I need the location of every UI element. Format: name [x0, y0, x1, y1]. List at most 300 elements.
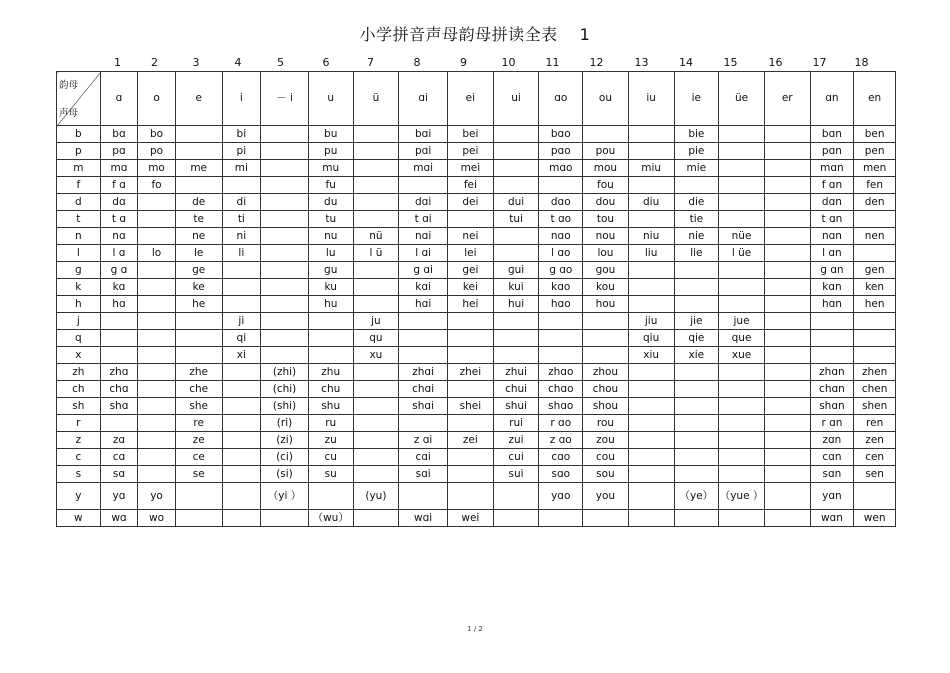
final-header-cell: ɑn	[810, 72, 854, 126]
table-row	[57, 296, 896, 313]
syllable-cell: dui	[493, 194, 539, 211]
syllable-cell: ɡ ɑi	[399, 262, 448, 279]
syllable-cell: zhui	[493, 364, 539, 381]
syllable-cell: sɑo	[539, 466, 583, 483]
syllable-cell	[261, 177, 309, 194]
syllable-cell	[175, 510, 222, 527]
syllable-cell	[628, 483, 674, 510]
syllable-cell	[493, 483, 539, 510]
syllable-cell: que	[719, 330, 765, 347]
syllable-cell: shɑo	[539, 398, 583, 415]
syllable-cell	[353, 432, 399, 449]
syllable-cell	[583, 313, 629, 330]
syllable-cell	[138, 398, 176, 415]
syllable-cell	[175, 143, 222, 160]
corner-finals-label: 韵母	[59, 80, 79, 91]
syllable-cell	[222, 398, 261, 415]
syllable-cell: ne	[175, 228, 222, 245]
syllable-cell	[493, 245, 539, 262]
syllable-cell: xue	[719, 347, 765, 364]
syllable-cell	[493, 313, 539, 330]
syllable-cell: qiu	[628, 330, 674, 347]
column-number: 8	[413, 56, 421, 69]
syllable-cell: chou	[583, 381, 629, 398]
syllable-cell: sɑi	[399, 466, 448, 483]
syllable-cell: zhen	[854, 364, 896, 381]
final-header-cell: i	[222, 72, 261, 126]
syllable-cell: du	[308, 194, 353, 211]
syllable-cell: kɑn	[810, 279, 854, 296]
syllable-cell	[719, 160, 765, 177]
final-header-cell: ɑ	[100, 72, 138, 126]
syllable-cell: r ɑn	[810, 415, 854, 432]
syllable-cell: dɑo	[539, 194, 583, 211]
syllable-cell: ɡen	[854, 262, 896, 279]
syllable-cell: shɑi	[399, 398, 448, 415]
syllable-cell: re	[175, 415, 222, 432]
final-header-cell: iu	[628, 72, 674, 126]
syllable-cell	[583, 126, 629, 143]
syllable-cell: nu	[308, 228, 353, 245]
column-number: 15	[723, 56, 738, 69]
syllable-cell	[764, 381, 810, 398]
syllable-cell: xi	[222, 347, 261, 364]
syllable-cell	[261, 126, 309, 143]
syllable-cell	[222, 296, 261, 313]
syllable-cell	[493, 330, 539, 347]
syllable-cell: ru	[308, 415, 353, 432]
syllable-cell	[628, 510, 674, 527]
initial-cell: t	[57, 211, 101, 228]
title-number: 1	[579, 25, 591, 44]
syllable-cell: po	[138, 143, 176, 160]
syllable-cell: zen	[854, 432, 896, 449]
syllable-cell	[719, 449, 765, 466]
syllable-cell	[222, 483, 261, 510]
syllable-cell: wo	[138, 510, 176, 527]
syllable-cell	[175, 126, 222, 143]
syllable-cell: cen	[854, 449, 896, 466]
column-number: 16	[768, 56, 783, 69]
syllable-cell	[138, 330, 176, 347]
syllable-cell: cou	[583, 449, 629, 466]
table-row	[57, 143, 896, 160]
syllable-cell: yɑn	[810, 483, 854, 510]
syllable-cell	[308, 483, 353, 510]
syllable-cell	[583, 510, 629, 527]
syllable-cell	[764, 483, 810, 510]
syllable-cell: fou	[583, 177, 629, 194]
final-header-cell: ɑi	[399, 72, 448, 126]
syllable-cell: ren	[854, 415, 896, 432]
syllable-cell: （yue ）	[719, 483, 765, 510]
syllable-cell	[493, 228, 539, 245]
syllable-cell: zhɑn	[810, 364, 854, 381]
final-header-cell: üe	[719, 72, 765, 126]
syllable-cell: kɑo	[539, 279, 583, 296]
syllable-cell: zɑn	[810, 432, 854, 449]
initial-cell: f	[57, 177, 101, 194]
syllable-cell: wɑ	[100, 510, 138, 527]
syllable-cell	[539, 313, 583, 330]
syllable-cell: shui	[493, 398, 539, 415]
initial-cell: w	[57, 510, 101, 527]
syllable-cell	[854, 483, 896, 510]
syllable-cell: bɑi	[399, 126, 448, 143]
syllable-cell: ce	[175, 449, 222, 466]
syllable-cell	[854, 330, 896, 347]
syllable-cell	[261, 330, 309, 347]
syllable-cell	[719, 364, 765, 381]
table-row	[57, 364, 896, 381]
syllable-cell: bɑo	[539, 126, 583, 143]
syllable-cell	[628, 449, 674, 466]
syllable-cell: mɑo	[539, 160, 583, 177]
initial-cell: l	[57, 245, 101, 262]
syllable-cell	[539, 510, 583, 527]
syllable-cell: ɡei	[448, 262, 494, 279]
syllable-cell	[448, 483, 494, 510]
syllable-cell: (yu)	[353, 483, 399, 510]
syllable-cell: pu	[308, 143, 353, 160]
syllable-cell	[764, 466, 810, 483]
syllable-cell: kɑ	[100, 279, 138, 296]
syllable-cell: nen	[854, 228, 896, 245]
syllable-cell	[448, 415, 494, 432]
syllable-cell	[810, 330, 854, 347]
syllable-cell	[764, 449, 810, 466]
syllable-cell: bɑ	[100, 126, 138, 143]
syllable-cell	[719, 279, 765, 296]
syllable-cell: yɑo	[539, 483, 583, 510]
syllable-cell: hou	[583, 296, 629, 313]
final-header-cell: － i	[261, 72, 309, 126]
syllable-cell: mo	[138, 160, 176, 177]
syllable-cell	[628, 381, 674, 398]
syllable-cell: tie	[674, 211, 719, 228]
syllable-cell: hu	[308, 296, 353, 313]
syllable-cell: mu	[308, 160, 353, 177]
syllable-cell: cɑn	[810, 449, 854, 466]
syllable-cell	[100, 415, 138, 432]
syllable-cell	[353, 211, 399, 228]
syllable-cell: shen	[854, 398, 896, 415]
syllable-cell: bo	[138, 126, 176, 143]
syllable-cell: (zi)	[261, 432, 309, 449]
syllable-cell: l üe	[719, 245, 765, 262]
syllable-cell	[764, 432, 810, 449]
syllable-cell	[583, 347, 629, 364]
initial-cell: sh	[57, 398, 101, 415]
table-row	[57, 228, 896, 245]
syllable-cell: hen	[854, 296, 896, 313]
syllable-cell: die	[674, 194, 719, 211]
syllable-cell	[353, 279, 399, 296]
initial-cell: z	[57, 432, 101, 449]
table-row	[57, 466, 896, 483]
syllable-cell	[100, 313, 138, 330]
syllable-cell	[719, 466, 765, 483]
syllable-cell: nɑi	[399, 228, 448, 245]
syllable-cell: cɑo	[539, 449, 583, 466]
syllable-cell: l ɑn	[810, 245, 854, 262]
syllable-cell	[719, 177, 765, 194]
final-header-cell: en	[854, 72, 896, 126]
syllable-cell: hɑn	[810, 296, 854, 313]
initial-cell: zh	[57, 364, 101, 381]
syllable-cell	[261, 194, 309, 211]
syllable-cell: t ɑ	[100, 211, 138, 228]
syllable-cell: ju	[353, 313, 399, 330]
syllable-cell: shɑn	[810, 398, 854, 415]
syllable-cell: l ɑo	[539, 245, 583, 262]
syllable-cell	[628, 262, 674, 279]
syllable-cell: ke	[175, 279, 222, 296]
syllable-cell	[175, 177, 222, 194]
syllable-cell: ze	[175, 432, 222, 449]
syllable-cell	[100, 347, 138, 364]
initial-cell: d	[57, 194, 101, 211]
syllable-cell: fei	[448, 177, 494, 194]
column-numbers	[56, 56, 896, 70]
syllable-cell: kui	[493, 279, 539, 296]
syllable-cell: liu	[628, 245, 674, 262]
syllable-cell	[353, 126, 399, 143]
syllable-cell	[261, 211, 309, 228]
syllable-cell	[764, 510, 810, 527]
syllable-cell: you	[583, 483, 629, 510]
syllable-cell	[138, 432, 176, 449]
syllable-cell: shu	[308, 398, 353, 415]
syllable-cell: ɡou	[583, 262, 629, 279]
syllable-cell: ji	[222, 313, 261, 330]
syllable-cell	[353, 160, 399, 177]
syllable-cell	[674, 364, 719, 381]
corner-initials-label: 声母	[59, 108, 79, 119]
syllable-cell	[674, 449, 719, 466]
syllable-cell: hui	[493, 296, 539, 313]
syllable-cell	[764, 398, 810, 415]
syllable-cell: hɑ	[100, 296, 138, 313]
syllable-cell: lo	[138, 245, 176, 262]
syllable-cell: ken	[854, 279, 896, 296]
syllable-cell: mɑ	[100, 160, 138, 177]
syllable-cell	[448, 347, 494, 364]
syllable-cell	[583, 330, 629, 347]
syllable-cell: bɑn	[810, 126, 854, 143]
syllable-cell	[353, 415, 399, 432]
syllable-cell	[138, 296, 176, 313]
syllable-cell	[353, 143, 399, 160]
syllable-cell: zei	[448, 432, 494, 449]
syllable-cell	[628, 143, 674, 160]
syllable-cell: chu	[308, 381, 353, 398]
syllable-cell: dei	[448, 194, 494, 211]
syllable-cell	[628, 466, 674, 483]
syllable-cell: kei	[448, 279, 494, 296]
syllable-cell: f ɑ	[100, 177, 138, 194]
syllable-cell	[719, 398, 765, 415]
syllable-cell: mou	[583, 160, 629, 177]
syllable-cell	[138, 228, 176, 245]
syllable-cell	[764, 228, 810, 245]
syllable-cell	[764, 194, 810, 211]
syllable-cell: ɡui	[493, 262, 539, 279]
syllable-cell: he	[175, 296, 222, 313]
syllable-cell	[719, 262, 765, 279]
syllable-cell: (si)	[261, 466, 309, 483]
syllable-cell	[353, 510, 399, 527]
syllable-cell: mi	[222, 160, 261, 177]
syllable-cell	[222, 381, 261, 398]
initial-cell: b	[57, 126, 101, 143]
syllable-cell	[222, 449, 261, 466]
syllable-cell	[764, 279, 810, 296]
syllable-cell: bie	[674, 126, 719, 143]
table-row	[57, 330, 896, 347]
syllable-cell: (zhi)	[261, 364, 309, 381]
syllable-cell	[353, 296, 399, 313]
syllable-cell: pou	[583, 143, 629, 160]
syllable-cell: shei	[448, 398, 494, 415]
column-number: 6	[322, 56, 330, 69]
table-row	[57, 398, 896, 415]
syllable-cell	[539, 330, 583, 347]
syllable-cell: sɑn	[810, 466, 854, 483]
table-row	[57, 126, 896, 143]
syllable-cell: nei	[448, 228, 494, 245]
syllable-cell: dɑi	[399, 194, 448, 211]
syllable-cell: men	[854, 160, 896, 177]
syllable-cell: rou	[583, 415, 629, 432]
syllable-cell: qie	[674, 330, 719, 347]
syllable-cell	[719, 211, 765, 228]
syllable-cell	[261, 279, 309, 296]
syllable-cell: nü	[353, 228, 399, 245]
syllable-cell: xu	[353, 347, 399, 364]
syllable-cell	[539, 347, 583, 364]
syllable-cell: cu	[308, 449, 353, 466]
table-row	[57, 432, 896, 449]
syllable-cell	[674, 381, 719, 398]
final-header-cell: er	[764, 72, 810, 126]
syllable-cell	[399, 330, 448, 347]
syllable-cell: zu	[308, 432, 353, 449]
syllable-cell	[674, 296, 719, 313]
syllable-cell	[175, 347, 222, 364]
syllable-cell	[719, 381, 765, 398]
syllable-cell: l ü	[353, 245, 399, 262]
initial-cell: p	[57, 143, 101, 160]
syllable-cell: she	[175, 398, 222, 415]
syllable-cell	[854, 313, 896, 330]
syllable-cell: shɑ	[100, 398, 138, 415]
syllable-cell	[261, 296, 309, 313]
syllable-cell	[353, 466, 399, 483]
syllable-cell: ɡe	[175, 262, 222, 279]
syllable-cell: ɡ ɑ	[100, 262, 138, 279]
table-row	[57, 415, 896, 432]
column-number: 12	[589, 56, 604, 69]
header-row	[57, 72, 896, 126]
syllable-cell	[719, 143, 765, 160]
syllable-cell: di	[222, 194, 261, 211]
syllable-cell: zhɑi	[399, 364, 448, 381]
syllable-cell: zɑ	[100, 432, 138, 449]
syllable-cell: zou	[583, 432, 629, 449]
syllable-cell	[100, 330, 138, 347]
syllable-cell	[175, 483, 222, 510]
syllable-cell: zhei	[448, 364, 494, 381]
syllable-cell: nɑn	[810, 228, 854, 245]
syllable-cell	[175, 330, 222, 347]
syllable-cell	[222, 510, 261, 527]
table-row	[57, 347, 896, 364]
syllable-cell: dɑn	[810, 194, 854, 211]
syllable-cell	[353, 398, 399, 415]
final-header-cell: ɑo	[539, 72, 583, 126]
syllable-cell	[308, 347, 353, 364]
column-number: 13	[634, 56, 649, 69]
syllable-cell	[138, 262, 176, 279]
syllable-cell: （wu）	[308, 510, 353, 527]
syllable-cell	[674, 177, 719, 194]
initial-cell: s	[57, 466, 101, 483]
syllable-cell	[138, 279, 176, 296]
syllable-cell: （ye）	[674, 483, 719, 510]
syllable-cell: yɑ	[100, 483, 138, 510]
syllable-cell	[399, 415, 448, 432]
syllable-cell	[399, 483, 448, 510]
syllable-cell: diu	[628, 194, 674, 211]
final-header-cell: ui	[493, 72, 539, 126]
syllable-cell: te	[175, 211, 222, 228]
initial-cell: ch	[57, 381, 101, 398]
syllable-cell: dɑ	[100, 194, 138, 211]
table-row	[57, 483, 896, 510]
syllable-cell: lie	[674, 245, 719, 262]
syllable-cell: mɑn	[810, 160, 854, 177]
syllable-cell	[308, 313, 353, 330]
syllable-cell	[353, 194, 399, 211]
initial-cell: x	[57, 347, 101, 364]
initial-cell: n	[57, 228, 101, 245]
table-row	[57, 262, 896, 279]
syllable-cell	[353, 381, 399, 398]
page-footer: 1 / 2	[467, 625, 483, 633]
syllable-cell	[138, 364, 176, 381]
final-header-cell: ie	[674, 72, 719, 126]
syllable-cell: ku	[308, 279, 353, 296]
syllable-cell: (shi)	[261, 398, 309, 415]
syllable-cell	[261, 245, 309, 262]
syllable-cell: wen	[854, 510, 896, 527]
syllable-cell: nou	[583, 228, 629, 245]
syllable-cell	[448, 381, 494, 398]
syllable-cell: nie	[674, 228, 719, 245]
syllable-cell: xie	[674, 347, 719, 364]
column-number: 14	[679, 56, 693, 69]
syllable-cell	[261, 347, 309, 364]
syllable-cell	[138, 381, 176, 398]
syllable-cell: r ɑo	[539, 415, 583, 432]
syllable-cell	[138, 347, 176, 364]
syllable-cell	[764, 245, 810, 262]
syllable-cell: zhɑo	[539, 364, 583, 381]
initial-cell: ɡ	[57, 262, 101, 279]
syllable-cell: zhu	[308, 364, 353, 381]
syllable-cell: dou	[583, 194, 629, 211]
